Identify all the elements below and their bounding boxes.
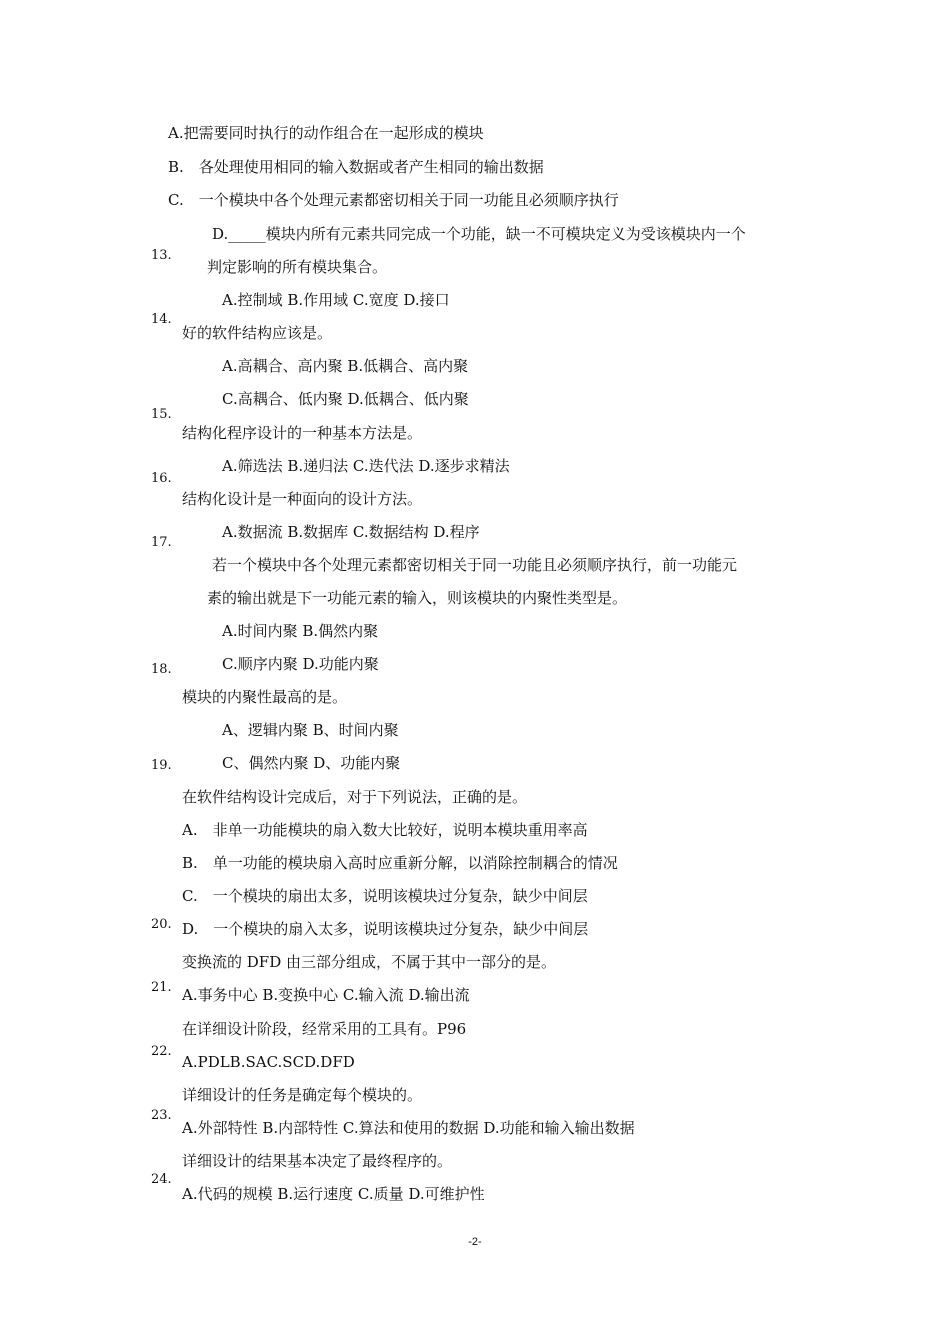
question-number: 20.	[151, 917, 172, 932]
text-line: 好的软件结构应该是。	[182, 324, 333, 342]
text-line: C. 一个模块中各个处理元素都密切相关于同一功能且必须顺序执行	[168, 191, 619, 209]
text-line: 在软件结构设计完成后，对于下列说法，正确的是。	[182, 788, 528, 806]
question-number: 21.	[151, 980, 172, 995]
text-line: B. 单一功能的模块扇入高时应重新分解，以消除控制耦合的情况	[182, 854, 618, 872]
text-line: 详细设计的结果基本决定了最终程序的。	[182, 1152, 453, 1170]
text-line: 详细设计的任务是确定每个模块的。	[182, 1086, 423, 1104]
question-number: 13.	[151, 248, 172, 263]
text-line: 模块的内聚性最高的是。	[182, 688, 348, 706]
question-number: 23.	[151, 1108, 172, 1123]
question-number: 19.	[151, 758, 172, 773]
text-line: A.高耦合、高内聚 B.低耦合、高内聚	[222, 357, 469, 375]
text-line: C.高耦合、低内聚 D.低耦合、低内聚	[222, 390, 469, 408]
text-line: B. 各处理使用相同的输入数据或者产生相同的输出数据	[168, 158, 544, 176]
question-number: 15.	[151, 407, 172, 422]
page-number: -2-	[468, 1236, 482, 1248]
text-line: 素的输出就是下一功能元素的输入，则该模块的内聚性类型是。	[207, 589, 628, 607]
text-line: A.PDLB.SAC.SCD.DFD	[182, 1053, 355, 1071]
question-number: 18.	[151, 662, 172, 677]
text-line: C. 一个模块的扇出太多，说明该模块过分复杂，缺少中间层	[182, 887, 588, 905]
text-line: A.控制域 B.作用域 C.宽度 D.接口	[222, 291, 450, 309]
question-number: 24.	[151, 1172, 172, 1187]
text-line: 结构化设计是一种面向的设计方法。	[182, 490, 423, 508]
text-line: C、偶然内聚 D、功能内聚	[222, 754, 401, 772]
question-number: 14.	[151, 312, 172, 327]
text-line: 结构化程序设计的一种基本方法是。	[182, 424, 423, 442]
text-line: 判定影响的所有模块集合。	[207, 258, 388, 276]
text-line: A.事务中心 B.变换中心 C.输入流 D.输出流	[182, 986, 470, 1004]
text-line: D._____模块内所有元素共同完成一个功能，缺一不可模块定义为受该模块内一个	[212, 225, 746, 243]
text-line: A、逻辑内聚 B、时间内聚	[222, 721, 399, 739]
question-number: 17.	[151, 535, 172, 550]
text-line: A.筛选法 B.递归法 C.迭代法 D.逐步求精法	[222, 457, 510, 475]
text-line: A.代码的规模 B.运行速度 C.质量 D.可维护性	[182, 1185, 485, 1203]
text-line: A.外部特性 B.内部特性 C.算法和使用的数据 D.功能和输入输出数据	[182, 1119, 635, 1137]
text-line: 若一个模块中各个处理元素都密切相关于同一功能且必须顺序执行，前一功能元	[212, 556, 738, 574]
text-line: A.把需要同时执行的动作组合在一起形成的模块	[168, 124, 484, 142]
text-line: A.数据流 B.数据库 C.数据结构 D.程序	[222, 523, 480, 541]
text-line: D. 一个模块的扇入太多，说明该模块过分复杂，缺少中间层	[182, 920, 589, 938]
question-number: 16.	[151, 471, 172, 486]
question-number: 22.	[151, 1044, 172, 1059]
text-line: C.顺序内聚 D.功能内聚	[222, 655, 379, 673]
text-line: 变换流的 DFD 由三部分组成，不属于其中一部分的是。	[182, 953, 556, 971]
text-line: 在详细设计阶段，经常采用的工具有。P96	[182, 1020, 467, 1038]
text-line: A.时间内聚 B.偶然内聚	[222, 622, 379, 640]
text-line: A. 非单一功能模块的扇入数大比较好，说明本模块重用率高	[182, 821, 588, 839]
